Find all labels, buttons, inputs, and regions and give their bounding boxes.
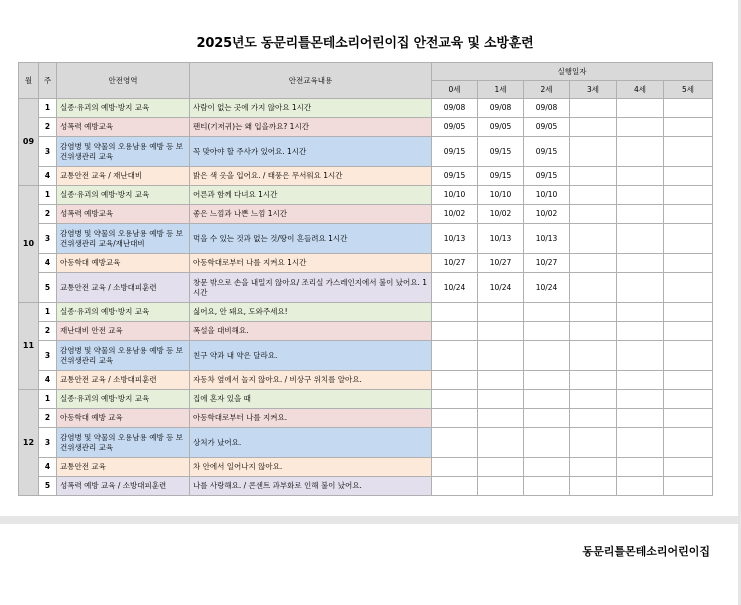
date-cell-age-4 xyxy=(617,390,664,409)
date-cell-age-5 xyxy=(664,390,713,409)
safety-area-cell: 실종·유괴의 예방·방지 교육 xyxy=(57,303,190,322)
date-cell-age-1: 09/05 xyxy=(478,118,524,137)
date-cell-age-2: 10/02 xyxy=(524,205,570,224)
date-cell-age-0 xyxy=(432,390,478,409)
date-cell-age-4 xyxy=(617,322,664,341)
date-cell-age-1 xyxy=(478,303,524,322)
date-cell-age-3 xyxy=(570,341,617,371)
table-row xyxy=(19,186,713,205)
date-cell-age-1 xyxy=(478,371,524,390)
month-cell: 11 xyxy=(19,303,39,390)
date-cell-age-2: 10/13 xyxy=(524,224,570,254)
safety-area-cell: 교통안전 교육 / 재난대비 xyxy=(57,167,190,186)
date-cell-age-1: 09/15 xyxy=(478,167,524,186)
week-cell: 4 xyxy=(39,254,57,273)
date-cell-age-0 xyxy=(432,458,478,477)
date-cell-age-0 xyxy=(432,371,478,390)
date-cell-age-4 xyxy=(617,137,664,167)
date-cell-age-3 xyxy=(570,137,617,167)
date-cell-age-5 xyxy=(664,186,713,205)
date-cell-age-4 xyxy=(617,273,664,303)
date-cell-age-0 xyxy=(432,409,478,428)
date-cell-age-0: 09/08 xyxy=(432,99,478,118)
week-cell: 1 xyxy=(39,99,57,118)
date-cell-age-1 xyxy=(478,390,524,409)
table-row xyxy=(19,371,713,390)
table-row xyxy=(19,428,713,458)
date-cell-age-4 xyxy=(617,428,664,458)
safety-plan-table xyxy=(18,62,713,496)
date-cell-age-0: 09/15 xyxy=(432,137,478,167)
date-cell-age-5 xyxy=(664,118,713,137)
date-cell-age-1 xyxy=(478,409,524,428)
education-content-cell: 밝은 색 옷을 입어요. / 태풍은 무서워요 1시간 xyxy=(190,167,432,186)
header-age-5: 5세 xyxy=(664,81,713,99)
date-cell-age-0 xyxy=(432,428,478,458)
week-cell: 1 xyxy=(39,303,57,322)
education-content-cell: 친구 약과 내 약은 달라요. xyxy=(190,341,432,371)
date-cell-age-0: 10/02 xyxy=(432,205,478,224)
document-page-2 xyxy=(0,524,738,605)
date-cell-age-5 xyxy=(664,341,713,371)
date-cell-age-1: 10/02 xyxy=(478,205,524,224)
week-cell: 1 xyxy=(39,186,57,205)
safety-area-cell: 교통안전 교육 / 소방대피훈련 xyxy=(57,273,190,303)
date-cell-age-3 xyxy=(570,118,617,137)
date-cell-age-0: 10/10 xyxy=(432,186,478,205)
date-cell-age-1 xyxy=(478,341,524,371)
education-content-cell: 나를 사랑해요. / 콘센트 과부화로 인해 불이 났어요. xyxy=(190,477,432,496)
date-cell-age-1: 10/13 xyxy=(478,224,524,254)
safety-area-cell: 감염병 및 약물의 오용남용 예방 등 보건위생관리 교육 xyxy=(57,341,190,371)
education-content-cell: 좋은 느낌과 나쁜 느낌 1시간 xyxy=(190,205,432,224)
date-cell-age-5 xyxy=(664,167,713,186)
table-row xyxy=(19,118,713,137)
month-cell: 09 xyxy=(19,99,39,186)
week-cell: 4 xyxy=(39,371,57,390)
table-row xyxy=(19,409,713,428)
table-row xyxy=(19,458,713,477)
month-cell: 10 xyxy=(19,186,39,303)
date-cell-age-0 xyxy=(432,322,478,341)
footer-institution-name: 동문리틀몬테소리어린이집 xyxy=(582,545,710,558)
safety-area-cell: 교통안전 교육 xyxy=(57,458,190,477)
date-cell-age-3 xyxy=(570,205,617,224)
education-content-cell: 집에 혼자 있을 때 xyxy=(190,390,432,409)
date-cell-age-2: 09/15 xyxy=(524,137,570,167)
date-cell-age-5 xyxy=(664,322,713,341)
date-cell-age-2 xyxy=(524,477,570,496)
date-cell-age-3 xyxy=(570,458,617,477)
date-cell-age-0: 10/24 xyxy=(432,273,478,303)
education-content-cell: 팬티(기저귀)는 왜 입을까요? 1시간 xyxy=(190,118,432,137)
date-cell-age-4 xyxy=(617,99,664,118)
date-cell-age-3 xyxy=(570,371,617,390)
table-row xyxy=(19,322,713,341)
safety-area-cell: 감염병 및 약물의 오용남용 예방 등 보건위생관리 교육 xyxy=(57,137,190,167)
education-content-cell: 싫어요, 안 돼요, 도와주세요! xyxy=(190,303,432,322)
table-row xyxy=(19,137,713,167)
date-cell-age-5 xyxy=(664,224,713,254)
date-cell-age-5 xyxy=(664,99,713,118)
date-cell-age-4 xyxy=(617,186,664,205)
education-content-cell: 어른과 함께 다녀요 1시간 xyxy=(190,186,432,205)
table-row xyxy=(19,341,713,371)
date-cell-age-3 xyxy=(570,167,617,186)
week-cell: 5 xyxy=(39,477,57,496)
date-cell-age-3 xyxy=(570,322,617,341)
header-age-1: 1세 xyxy=(478,81,524,99)
date-cell-age-3 xyxy=(570,390,617,409)
date-cell-age-4 xyxy=(617,303,664,322)
week-cell: 3 xyxy=(39,224,57,254)
date-cell-age-2: 10/10 xyxy=(524,186,570,205)
date-cell-age-1 xyxy=(478,458,524,477)
date-cell-age-0: 10/27 xyxy=(432,254,478,273)
week-cell: 3 xyxy=(39,428,57,458)
safety-area-cell: 성폭력 예방교육 xyxy=(57,118,190,137)
date-cell-age-2 xyxy=(524,341,570,371)
safety-area-cell: 재난대비 안전 교육 xyxy=(57,322,190,341)
table-row xyxy=(19,99,713,118)
education-content-cell: 먹을 수 있는 것과 없는 것/땅이 흔들려요 1시간 xyxy=(190,224,432,254)
date-cell-age-4 xyxy=(617,458,664,477)
week-cell: 2 xyxy=(39,409,57,428)
week-cell: 5 xyxy=(39,273,57,303)
date-cell-age-4 xyxy=(617,409,664,428)
education-content-cell: 차 안에서 일어나지 않아요. xyxy=(190,458,432,477)
safety-area-cell: 교통안전 교육 / 소방대피훈련 xyxy=(57,371,190,390)
table-row xyxy=(19,205,713,224)
date-cell-age-5 xyxy=(664,458,713,477)
date-cell-age-2 xyxy=(524,322,570,341)
table-row xyxy=(19,477,713,496)
date-cell-age-2: 09/05 xyxy=(524,118,570,137)
safety-area-cell: 실종·유괴의 예방·방지 교육 xyxy=(57,99,190,118)
date-cell-age-1 xyxy=(478,477,524,496)
safety-area-cell: 아동학대 예방 교육 xyxy=(57,409,190,428)
date-cell-age-5 xyxy=(664,371,713,390)
date-cell-age-1: 09/15 xyxy=(478,137,524,167)
date-cell-age-3 xyxy=(570,99,617,118)
date-cell-age-3 xyxy=(570,303,617,322)
table-body xyxy=(19,99,713,496)
date-cell-age-0 xyxy=(432,477,478,496)
date-cell-age-2: 09/15 xyxy=(524,167,570,186)
header-content: 안전교육내용 xyxy=(190,63,432,99)
date-cell-age-4 xyxy=(617,341,664,371)
header-age-0: 0세 xyxy=(432,81,478,99)
table-row xyxy=(19,167,713,186)
date-cell-age-5 xyxy=(664,303,713,322)
month-cell: 12 xyxy=(19,390,39,496)
header-age-4: 4세 xyxy=(617,81,664,99)
date-cell-age-5 xyxy=(664,273,713,303)
table-row xyxy=(19,254,713,273)
safety-area-cell: 감염병 및 약물의 오용남용 예방 등 보건위생관리 교육 xyxy=(57,428,190,458)
week-cell: 2 xyxy=(39,118,57,137)
education-content-cell: 아동학대로부터 나를 지켜요. xyxy=(190,409,432,428)
education-content-cell: 자동차 옆에서 놀지 않아요. / 비상구 위치를 알아요. xyxy=(190,371,432,390)
date-cell-age-2 xyxy=(524,428,570,458)
education-content-cell: 폭설을 대비해요. xyxy=(190,322,432,341)
date-cell-age-5 xyxy=(664,477,713,496)
education-content-cell: 꼭 맞아야 할 주사가 있어요. 1시간 xyxy=(190,137,432,167)
safety-area-cell: 실종·유괴의 예방·방지 교육 xyxy=(57,390,190,409)
education-content-cell: 사람이 없는 곳에 가지 않아요 1시간 xyxy=(190,99,432,118)
date-cell-age-5 xyxy=(664,137,713,167)
date-cell-age-3 xyxy=(570,186,617,205)
safety-area-cell: 실종·유괴의 예방·방지 교육 xyxy=(57,186,190,205)
date-cell-age-3 xyxy=(570,273,617,303)
header-dates-group: 실행일자 xyxy=(432,63,713,81)
week-cell: 4 xyxy=(39,458,57,477)
date-cell-age-5 xyxy=(664,409,713,428)
date-cell-age-4 xyxy=(617,224,664,254)
date-cell-age-1: 10/27 xyxy=(478,254,524,273)
week-cell: 2 xyxy=(39,322,57,341)
date-cell-age-2 xyxy=(524,303,570,322)
date-cell-age-2 xyxy=(524,371,570,390)
header-area: 안전영역 xyxy=(57,63,190,99)
date-cell-age-2: 09/08 xyxy=(524,99,570,118)
date-cell-age-3 xyxy=(570,409,617,428)
date-cell-age-0: 10/13 xyxy=(432,224,478,254)
table-row xyxy=(19,303,713,322)
date-cell-age-2 xyxy=(524,458,570,477)
date-cell-age-4 xyxy=(617,205,664,224)
header-week: 주 xyxy=(39,63,57,99)
safety-area-cell: 성폭력 예방교육 xyxy=(57,205,190,224)
date-cell-age-3 xyxy=(570,428,617,458)
date-cell-age-0: 09/15 xyxy=(432,167,478,186)
table-row xyxy=(19,390,713,409)
date-cell-age-4 xyxy=(617,254,664,273)
date-cell-age-4 xyxy=(617,167,664,186)
date-cell-age-3 xyxy=(570,477,617,496)
header-age-2: 2세 xyxy=(524,81,570,99)
date-cell-age-3 xyxy=(570,254,617,273)
date-cell-age-2: 10/27 xyxy=(524,254,570,273)
table-row xyxy=(19,273,713,303)
header-age-3: 3세 xyxy=(570,81,617,99)
week-cell: 1 xyxy=(39,390,57,409)
week-cell: 2 xyxy=(39,205,57,224)
date-cell-age-4 xyxy=(617,118,664,137)
safety-area-cell: 성폭력 예방 교육 / 소방대피훈련 xyxy=(57,477,190,496)
date-cell-age-1 xyxy=(478,428,524,458)
education-content-cell: 창문 밖으로 손을 내밀지 않아요/ 조리실 가스레인지에서 불이 났어요. 1시간 xyxy=(190,273,432,303)
document-title: 2025년도 동문리틀몬테소리어린이집 안전교육 및 소방훈련 xyxy=(196,36,534,51)
date-cell-age-2 xyxy=(524,409,570,428)
date-cell-age-1: 09/08 xyxy=(478,99,524,118)
date-cell-age-1 xyxy=(478,322,524,341)
date-cell-age-4 xyxy=(617,371,664,390)
education-content-cell: 상처가 났어요. xyxy=(190,428,432,458)
date-cell-age-5 xyxy=(664,254,713,273)
week-cell: 4 xyxy=(39,167,57,186)
date-cell-age-2: 10/24 xyxy=(524,273,570,303)
date-cell-age-5 xyxy=(664,428,713,458)
safety-area-cell: 감염병 및 약물의 오용남용 예방 등 보건위생관리 교육/재난대비 xyxy=(57,224,190,254)
header-month: 월 xyxy=(19,63,39,99)
education-content-cell: 아동학대로부터 나를 지켜요 1시간 xyxy=(190,254,432,273)
table-row xyxy=(19,224,713,254)
date-cell-age-0 xyxy=(432,303,478,322)
date-cell-age-0 xyxy=(432,341,478,371)
date-cell-age-4 xyxy=(617,477,664,496)
safety-area-cell: 아동학대 예방교육 xyxy=(57,254,190,273)
date-cell-age-1: 10/24 xyxy=(478,273,524,303)
date-cell-age-2 xyxy=(524,390,570,409)
date-cell-age-3 xyxy=(570,224,617,254)
date-cell-age-5 xyxy=(664,205,713,224)
week-cell: 3 xyxy=(39,341,57,371)
week-cell: 3 xyxy=(39,137,57,167)
date-cell-age-0: 09/05 xyxy=(432,118,478,137)
date-cell-age-1: 10/10 xyxy=(478,186,524,205)
